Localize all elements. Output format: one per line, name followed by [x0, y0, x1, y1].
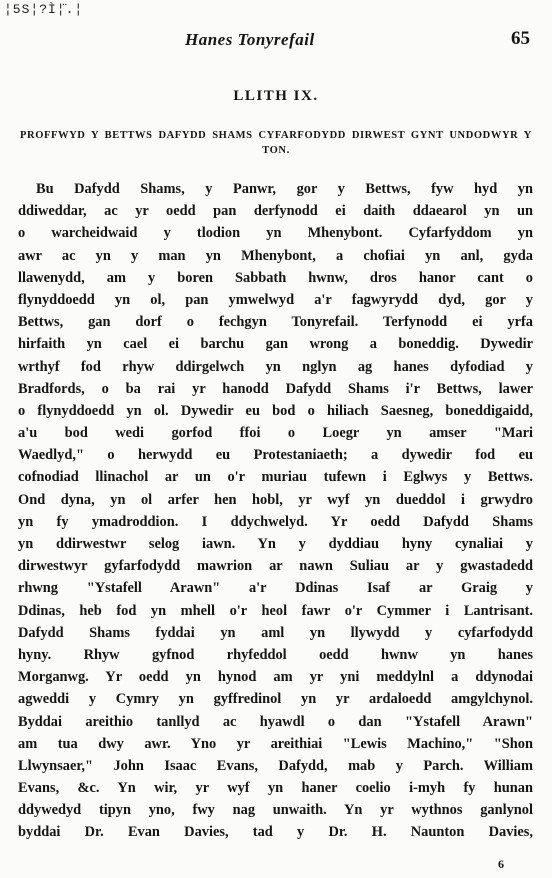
text-line: Llwynsaer," John Isaac Evans, Dafydd, mab y Parch. William	[18, 757, 533, 774]
text-line: o flynyddoedd yn ol. Dywedir eu bod o hiliach Saesneg, boneddigaidd,	[18, 402, 533, 419]
text-line: ddiweddar, ac yr oedd pan derfynodd ei daith ddaearol yn un	[18, 203, 533, 220]
text-line: awr ac yn y man yn Mhenybont, a chofiai yn anl, gyda	[18, 247, 533, 264]
page-number: 65	[511, 28, 530, 49]
text-line: Waedlyd," o herwydd eu Protestaniaeth; a dywedir fod eu	[18, 447, 533, 464]
text-line: agweddi y Cymry yn gyffredinol yn yr ardaloedd amgylchynol.	[18, 691, 533, 708]
text-line: Ond dyna, yn ol arfer hen hobl, yr wyf yn dueddol i grwydro	[18, 491, 533, 508]
text-line: Morganwg. Yr oedd yn hynod am yr yni meddylnl a ddynodai	[18, 669, 533, 686]
text-line: a'u bod wedi gorfod ffoi o Loegr yn amser "Mari	[18, 425, 533, 442]
running-head	[0, 30, 552, 54]
text-line: dirwestwyr gyfarfodydd mawrion ar nawn Suliau ar y gwastadedd	[18, 558, 533, 575]
text-line: hirfaith yn cael ei barchu gan wrong a boneddig. Dywedir	[18, 336, 533, 353]
text-line: am tua dwy awr. Yno yr areithiai "Lewis Machino," "Shon	[18, 735, 533, 752]
text-line: wrthyf fod rhyw ddirgelwch yn nglyn ag hanes dyfodiad y	[18, 358, 533, 375]
text-line: byddai Dr. Evan Davies, tad y Dr. H. Naunton Davies,	[18, 824, 533, 841]
text-line: Dafydd Shams fyddai yn aml yn llywydd y cyfarfodydd	[18, 624, 533, 641]
library-stamp: ¦5S¦?Ì¦̈.¦	[4, 2, 84, 17]
text-line: Bu Dafydd Shams, y Panwr, gor y Bettws, fyw hyd yn	[36, 181, 533, 197]
text-line: rhwng "Ystafell Arawn" a'r Ddinas Isaf ar Graig y	[18, 580, 533, 597]
running-title: Hanes Tonyrefail	[185, 30, 315, 49]
text-line: flynyddoedd yn ol, pan ymwelwyd a'r fagwyrydd dyd, gor y	[18, 291, 533, 308]
text-line: ddywedyd tipyn yno, fwy nag unwaith. Yn yr wythnos ganlynol	[18, 802, 533, 819]
text-line: Ddinas, heb fod yn mhell o'r heol fawr o'r Cymmer i Lantrisant.	[18, 602, 533, 619]
chapter-subheading: PROFFWYD Y BETTWS DAFYDD SHAMS CYFARFODYDD DIRWEST GYNT UNDODWYR Y TON.	[20, 130, 532, 156]
text-line: Evans, &c. Yn wir, yr wyf yn haner coelio i-myh fy hunan	[18, 780, 533, 797]
text-line: yn ddirwestwr selog iawn. Yn y dyddiau hyny cynaliai y	[18, 536, 533, 552]
text-line: cofnodiad llinachol ar un o'r muriau tufewn i Eglwys y Bettws.	[18, 469, 533, 486]
text-line: o warcheidwaid y tlodion yn Mhenybont. Cyfarfyddom yn	[18, 225, 533, 242]
text-line: yn fy ymadroddion. I ddychwelyd. Yr oedd Dafydd Shams	[18, 513, 533, 530]
chapter-heading: LLITH IX.	[233, 88, 319, 104]
text-line: llawenydd, am y boren Sabbath hwnw, dros hanor cant o	[18, 269, 533, 286]
text-line: Byddai areithio tanllyd ac hyawdl o dan "Ystafell Arawn"	[18, 713, 533, 730]
body-text	[18, 178, 533, 844]
text-line: Bettws, gan dorf o fechgyn Tonyrefail. Terfynodd ei yrfa	[18, 314, 533, 331]
signature-mark: 6	[498, 857, 504, 871]
text-line: Bradfords, o ba rai yr hanodd Dafydd Shams i'r Bettws, lawer	[18, 380, 533, 397]
text-line: hyny. Rhyw gyfnod rhyfeddol oedd hwnw yn hanes	[18, 646, 533, 663]
